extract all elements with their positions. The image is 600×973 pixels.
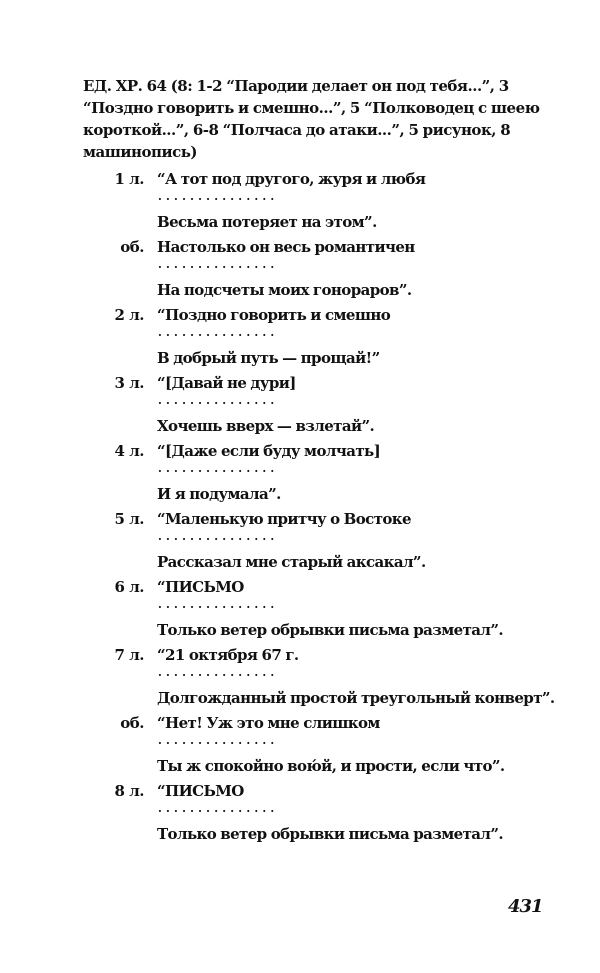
last-line: И я подумала”. <box>157 485 281 503</box>
ellipsis-dots: ............... <box>158 326 279 339</box>
last-line: На подсчеты моих гонораров”. <box>157 281 412 299</box>
first-line: “ПИСЬМО <box>157 578 244 596</box>
sheet-label: об. <box>120 238 144 256</box>
ellipsis-dots: ............... <box>158 666 279 679</box>
ellipsis-dots: ............... <box>158 462 279 475</box>
sheet-entry <box>0 372 600 440</box>
first-line: “ПИСЬМО <box>157 782 244 800</box>
sheet-entry <box>0 780 600 848</box>
first-line: “Маленькую притчу о Востоке <box>157 510 411 528</box>
sheet-label: 1 л. <box>114 170 144 188</box>
sheet-label: 2 л. <box>114 306 144 324</box>
sheet-entry <box>0 644 600 712</box>
sheet-entry <box>0 712 600 780</box>
last-line: Весьма потеряет на этом”. <box>157 213 377 231</box>
ellipsis-dots: ............... <box>158 802 279 815</box>
ellipsis-dots: ............... <box>158 258 279 271</box>
first-line: “Поздно говорить и смешно <box>157 306 391 324</box>
sheet-label: об. <box>120 714 144 732</box>
last-line: В добрый путь — прощай!” <box>157 349 380 367</box>
last-line: Только ветер обрывки письма разметал”. <box>157 825 504 843</box>
sheet-label: 7 л. <box>114 646 144 664</box>
sheet-list <box>0 168 600 848</box>
last-line: Долгожданный простой треугольный конверт”. <box>157 689 555 707</box>
first-line: “21 октября 67 г. <box>157 646 299 664</box>
sheet-entry <box>0 168 600 236</box>
ellipsis-dots: ............... <box>158 190 279 203</box>
first-line: Настолько он весь романтичен <box>157 238 415 256</box>
last-line: Хочешь вверх — взлетай”. <box>157 417 375 435</box>
page-number: 431 <box>508 896 543 917</box>
ellipsis-dots: ............... <box>158 734 279 747</box>
sheet-entry <box>0 508 600 576</box>
last-line: Ты ж спокойно вою́й, и прости, если что”. <box>157 757 505 775</box>
ellipsis-dots: ............... <box>158 394 279 407</box>
sheet-label: 5 л. <box>114 510 144 528</box>
first-line: “[Давай не дури] <box>157 374 296 392</box>
last-line: Только ветер обрывки письма разметал”. <box>157 621 504 639</box>
sheet-label: 3 л. <box>114 374 144 392</box>
sheet-entry <box>0 440 600 508</box>
sheet-entry <box>0 576 600 644</box>
first-line: “Нет! Уж это мне слишком <box>157 714 380 732</box>
first-line: “[Даже если буду молчать] <box>157 442 381 460</box>
first-line: “А тот под другого, журя и любя <box>157 170 426 188</box>
sheet-entry <box>0 304 600 372</box>
sheet-entry <box>0 236 600 304</box>
sheet-label: 8 л. <box>114 782 144 800</box>
last-line: Рассказал мне старый аксакал”. <box>157 553 426 571</box>
ellipsis-dots: ............... <box>158 530 279 543</box>
sheet-label: 4 л. <box>114 442 144 460</box>
sheet-label: 6 л. <box>114 578 144 596</box>
ellipsis-dots: ............... <box>158 598 279 611</box>
archive-unit-header: ЕД. ХР. 64 (8: 1-2 “Пародии делает он под тебя...”, 3 “Поздно говорить и смешно...”, 5 “Полководец с шеею короткой...”, 6-8 “Полчаса до атаки...”, 5 рисунок, 8 машинопись) <box>83 77 540 161</box>
